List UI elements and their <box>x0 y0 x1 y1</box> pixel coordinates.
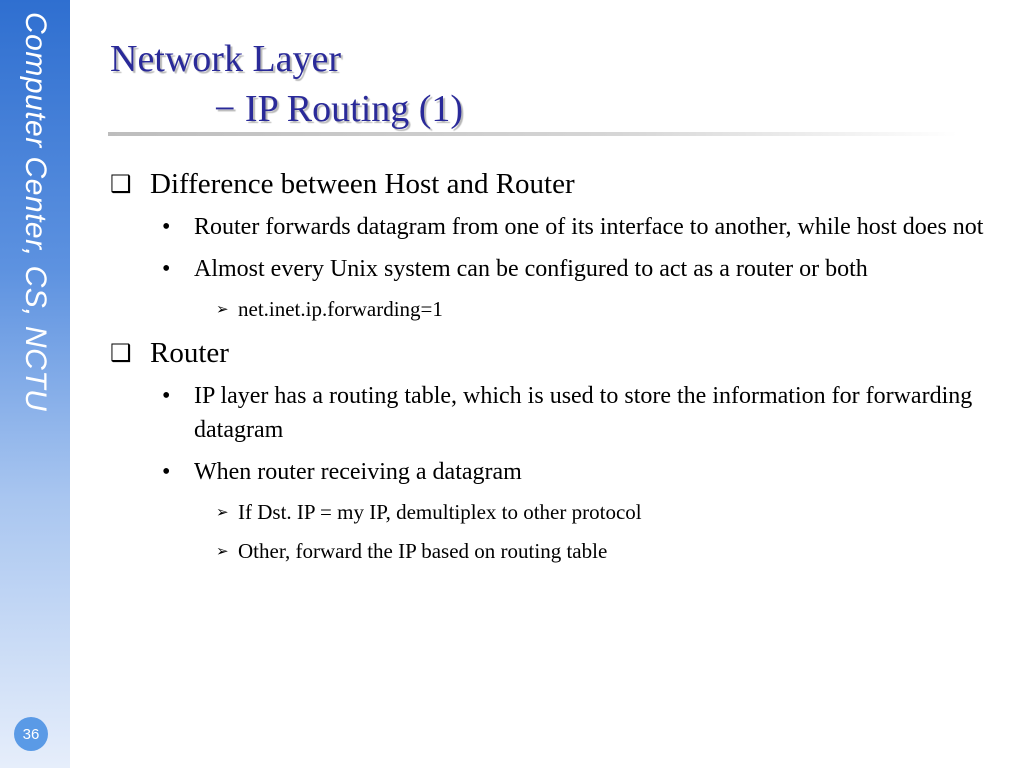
sidebar-label: Computer Center, CS, NCTU <box>19 12 52 412</box>
sub-bullet-item: ➢ If Dst. IP = my IP, demultiplex to other protocol <box>216 497 990 527</box>
section-heading: ❑ Difference between Host and Router <box>110 164 990 204</box>
bullet-item: • When router receiving a datagram <box>162 455 990 489</box>
section-heading: ❑ Router <box>110 333 990 373</box>
dot-bullet-icon: • <box>162 214 171 240</box>
page-number-badge: 36 <box>14 717 48 751</box>
title-underline <box>108 132 958 136</box>
arrowhead-icon: ➢ <box>216 503 229 521</box>
bullet-item: • IP layer has a routing table, which is used to store the information for forwarding datagram <box>162 379 990 447</box>
slide-body <box>110 164 990 575</box>
checkbox-icon: ❑ <box>110 170 132 198</box>
sub-bullet-item: ➢ net.inet.ip.forwarding=1 <box>216 294 990 324</box>
dot-bullet-icon: • <box>162 256 171 282</box>
slide-title-line2: − IP Routing (1) <box>214 88 464 130</box>
slide-title <box>110 34 463 134</box>
bullet-item: • Router forwards datagram from one of its interface to another, while host does not <box>162 210 990 244</box>
sidebar-band <box>0 0 70 768</box>
dot-bullet-icon: • <box>162 383 171 409</box>
slide-title-line1: Network Layer <box>110 38 342 80</box>
checkbox-icon: ❑ <box>110 339 132 367</box>
sub-bullet-item: ➢ Other, forward the IP based on routing table <box>216 536 990 566</box>
arrowhead-icon: ➢ <box>216 542 229 560</box>
bullet-item: • Almost every Unix system can be configured to act as a router or both <box>162 252 990 286</box>
dot-bullet-icon: • <box>162 459 171 485</box>
arrowhead-icon: ➢ <box>216 300 229 318</box>
